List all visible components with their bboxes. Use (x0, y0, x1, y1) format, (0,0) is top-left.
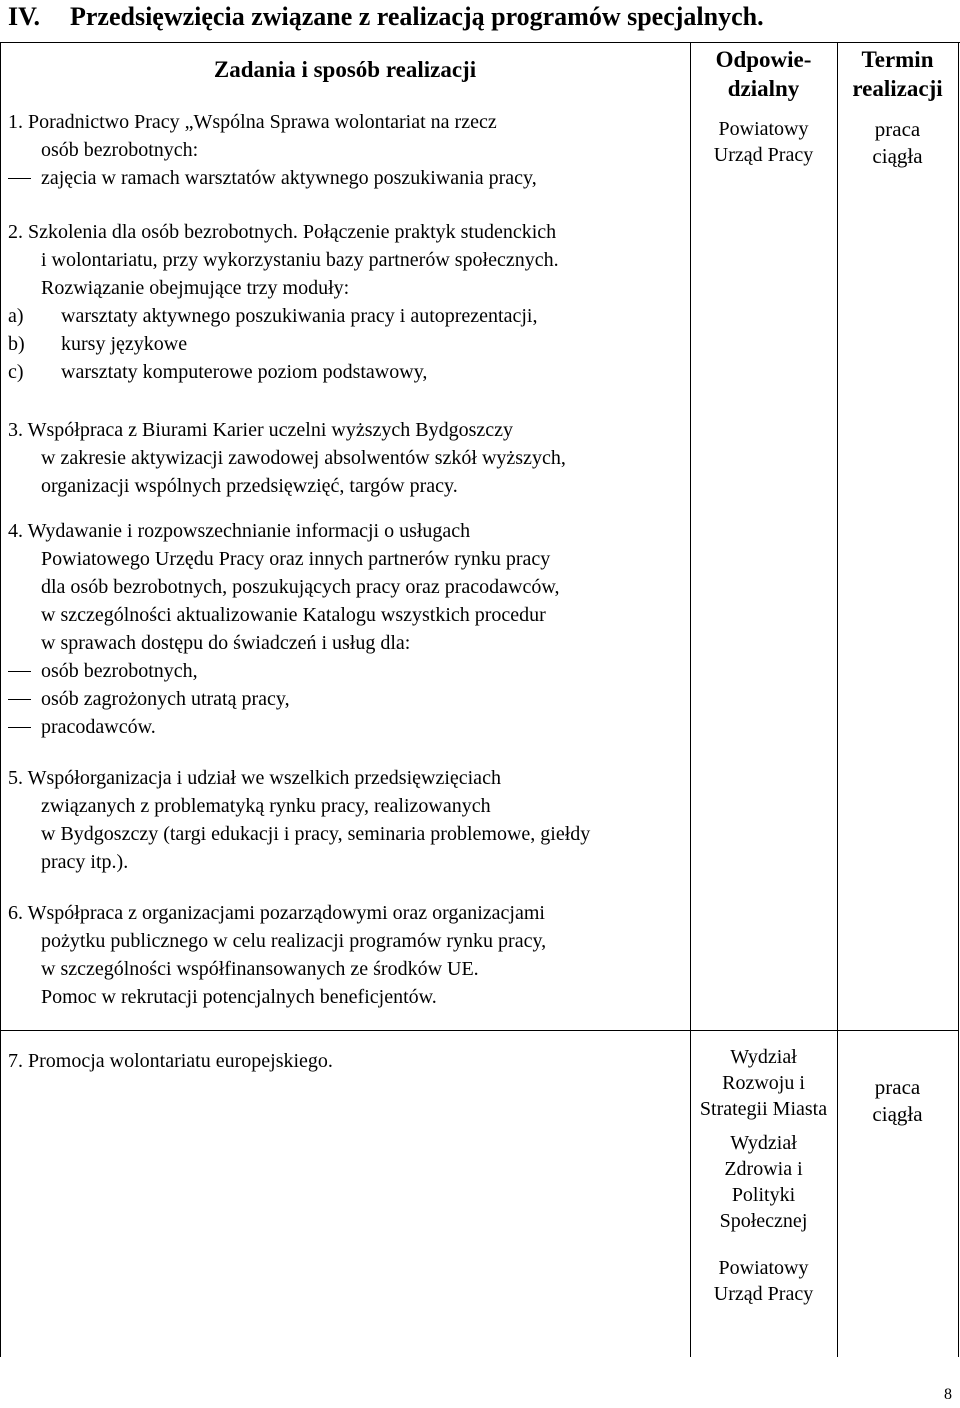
task-1 (8, 108, 686, 192)
task-line: 1. Poradnictwo Pracy „Wspólna Sprawa wolontariat na rzecz (8, 111, 497, 133)
task-line: i wolontariatu, przy wykorzystaniu bazy partnerów społecznych. (41, 249, 559, 271)
list-item: c) warsztaty komputerowe poziom podstawowy, (8, 361, 428, 383)
task-line: osób bezrobotnych: (41, 139, 199, 161)
list-item: osób zagrożonych utratą pracy, (8, 685, 686, 713)
dash-bullet (8, 713, 41, 741)
task-6 (8, 899, 686, 1011)
task-line: 2. Szkolenia dla osób bezrobotnych. Połączenie praktyk studenckich (8, 221, 557, 243)
task-7 (8, 1047, 686, 1075)
task-line: w zakresie aktywizacji zawodowej absolwentów szkół wyższych, (41, 447, 566, 469)
task-line: organizacji wspólnych przedsięwzięć, targów pracy. (41, 475, 458, 497)
section-title: Przedsięwzięcia związane z realizacją programów specjalnych. (70, 2, 764, 31)
page-number: 8 (944, 1386, 952, 1403)
task-line: pracy itp.). (41, 851, 129, 873)
task-line: 5. Współorganizacja i udział we wszelkich przedsięwzięciach (8, 767, 501, 789)
block2-responsible-a: Wydział Rozwoju i Strategii Miasta (699, 1046, 828, 1120)
task-line: 3. Współpraca z Biurami Karier uczelni wyższych Bydgoszczy (8, 419, 513, 441)
task-line: Pomoc w rekrutacji potencjalnych beneficjentów. (41, 986, 437, 1008)
task-line: dla osób bezrobotnych, poszukujących pracy oraz pracodawców, (41, 576, 560, 598)
table-right-border (958, 42, 959, 1357)
task-line: 7. Promocja wolontariatu europejskiego. (8, 1050, 333, 1072)
task-2 (8, 218, 686, 386)
list-item: osób bezrobotnych, (8, 657, 686, 685)
section-heading (8, 2, 764, 32)
dash-bullet (8, 657, 41, 685)
block2-responsible-c: Powiatowy Urząd Pracy (713, 1257, 814, 1305)
block2-term: praca ciągła (872, 1075, 923, 1126)
block1-responsible: Powiatowy Urząd Pracy (713, 118, 814, 166)
dash-bullet (8, 685, 41, 713)
row-divider (0, 1030, 958, 1031)
task-line: pożytku publicznego w celu realizacji programów rynku pracy, (41, 930, 547, 952)
task-4 (8, 517, 686, 741)
header-tasks: Zadania i sposób realizacji (213, 57, 477, 82)
task-line: w szczególności aktualizowanie Katalogu wszystkich procedur (41, 604, 546, 626)
list-item: pracodawców. (8, 713, 686, 741)
task-line: Powiatowego Urzędu Pracy oraz innych partnerów rynku pracy (41, 548, 551, 570)
block1-term: praca ciągła (872, 117, 923, 168)
header-responsible: Odpowie- dzialny (715, 47, 812, 101)
task-line: 4. Wydawanie i rozpowszechnianie informacji o usługach (8, 520, 471, 542)
task-line: zajęcia w ramach warsztatów aktywnego poszukiwania pracy, (41, 167, 537, 189)
table-top-border (0, 42, 960, 43)
task-line: w szczególności współfinansowanych ze środków UE. (41, 958, 479, 980)
list-item: b) kursy językowe (8, 333, 188, 355)
column-divider-2 (837, 42, 838, 1357)
task-line: w Bydgoszczy (targi edukacji i pracy, seminaria problemowe, giełdy (41, 823, 591, 845)
header-term: Termin realizacji (852, 47, 943, 101)
section-number: IV. (8, 2, 41, 31)
task-5 (8, 764, 686, 876)
task-line: związanych z problematyką rynku pracy, realizowanych (41, 795, 491, 817)
list-item: a) warsztaty aktywnego poszukiwania pracy i autoprezentacji, (8, 305, 538, 327)
task-line: w sprawach dostępu do świadczeń i usług dla: (41, 632, 411, 654)
dash-bullet (8, 164, 41, 192)
block2-responsible-b: Wydział Zdrowia i Polityki Społecznej (719, 1132, 808, 1232)
task-3 (8, 416, 686, 500)
task-line: Rozwiązanie obejmujące trzy moduły: (41, 277, 350, 299)
task-line: 6. Współpraca z organizacjami pozarządowymi oraz organizacjami (8, 902, 545, 924)
table-left-border (0, 42, 1, 1357)
